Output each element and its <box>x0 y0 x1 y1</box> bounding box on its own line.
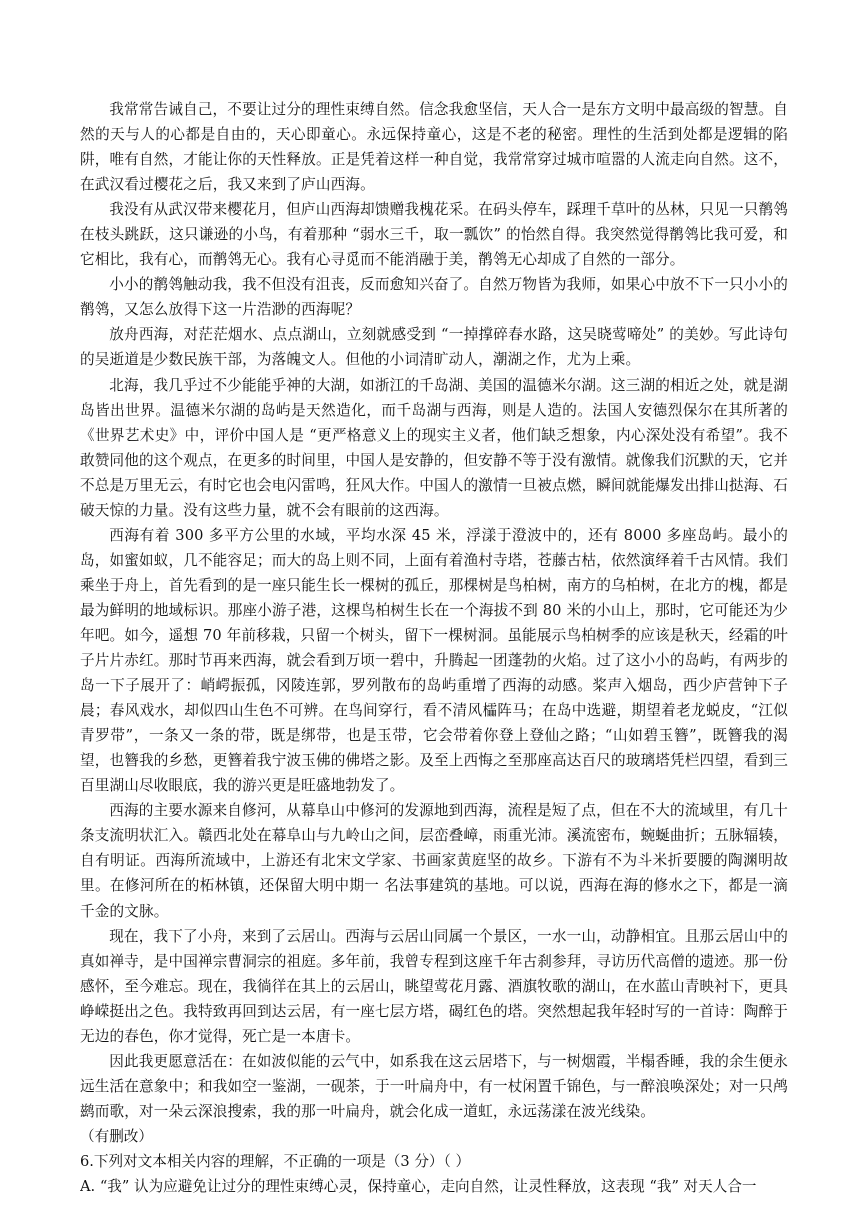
article-paragraph-2: 我没有从武汉带来樱花月，但庐山西海却馈赠我槐花采。在码头停车，踩理千草叶的丛林，只见一只鹡鸰在枝头跳跃，这只谦逊的小鸟，有着那种 “弱水三千，取一瓢饮” 的怡然自得。我突然觉得鹡鸰比我可爱，和它相比，我有心，而鹡鸰无心。我有心寻觅而不能消融于美，鹡鸰无心却成了自然的一部分。 <box>80 201 788 269</box>
question-stem: 6.下列对文本相关内容的理解，不正确的一项是（3 分）（ ） <box>80 1152 471 1170</box>
article-paragraph-9: 因此我更愿意活在：在如波似能的云气中，如系我在这云居塔下，与一树烟霞，半榻香睡，我的余生便永远生活在意象中；和我如空一鉴湖，一砚茶，于一叶扁舟中，有一杖闲置千锦色，与一醉浪唤深处；对一只鸬鹚而歌，对一朵云深浪搜索，我的那一叶扁舟，就会化成一道虹，永远荡漾在波光线染。 <box>80 1052 788 1120</box>
article-paragraph-3: 小小的鹡鸰触动我，我不但没有沮丧，反而愈知兴奋了。自然万物皆为我师，如果心中放不下一只小小的鹡鸰，又怎么放得下这一片浩渺的西海呢？ <box>80 276 788 319</box>
document-page <box>80 97 788 1199</box>
article-paragraph-7: 西海的主要水源来自修河，从幕阜山中修河的发源地到西海，流程是短了点，但在不大的流域里，有几十条支流明状汇入。赣西北处在幕阜山与九岭山之间，层峦叠嶂，雨重光沛。溪流密布，蜿蜒曲折；五脉辐辏，自有明证。西海所流域中，上游还有北宋文学家、书画家黄庭坚的故乡。下游有不为斗米折要腰的陶渊明故里。在修河所在的柘林镇，还保留大明中期一 名法事建筑的基地。可以说，西海在海的修水之下，都是一滴千金的文脉。 <box>80 802 788 920</box>
article-paragraph-1: 我常常告诫自己，不要让过分的理性束缚自然。信念我愈坚信，天人合一是东方文明中最高级的智慧。自然的天与人的心都是自由的，天心即童心。永远保持童心，这是不老的秘密。理性的生活到处都是逻辑的陷阱，唯有自然，才能让你的天性释放。正是凭着这样一种自觉，我常常穿过城市喧嚣的人流走向自然。这不，在武汉看过樱花之后，我又来到了庐山西海。 <box>80 101 788 194</box>
option-a: A. “我” 认为应避免让过分的理性束缚心灵，保持童心，走向自然，让灵性释放，这表现 “我” 对天人合一 <box>80 1178 757 1196</box>
article-paragraph-6: 西海有着 300 多平方公里的水域，平均水深 45 米，浮漾于澄波中的，还有 8000 多座岛屿。最小的岛，如蜜如蚁，几不能容足；而大的岛上则不同，上面有着渔村寺塔，苍藤古枯，依然演绎着千古风情。我们乘坐于舟上，首先看到的是一座只能生长一棵树的孤丘，那棵树是鸟柏树，南方的乌柏树，在北方的槐，都是最为鲜明的地域标识。那座小游子港，这棵鸟柏树生长在一个海拔不到 80 米的小山上，那时，它可能还为少年吧。如今，遥想 70 年前移栽，只留一个树头，留下一棵树洞。虽能展示鸟柏树季的应该是秋天，经霜的叶子片片赤红。那时节再来西海，就会看到万顷一碧中，升腾起一团蓬勃的火焰。过了这小小的岛屿，有两步的岛一下子展开了：峭崿振孤，冈陵连郭，罗列散布的岛屿重增了西海的动感。桨声入烟岛，西少庐营钟下子晨；春风戏水，却似四山生色不可辨。在鸟间穿行，看不清风櫺阵马；在岛中选避，期望着老龙蜕皮，“江似青罗带”，一条又一条的带，既是绑带，也是玉带，它会带着你登上登仙之路；“山如碧玉簪”，既簪我的渴望，也簪我的乡愁，更簪着我宁波玉佛的佛塔之影。及至上西悔之至那座高达百尺的玻璃塔凭栏四望，看到三百里湖山尽收眼底，我的游兴更是旺盛地勃发了。 <box>80 526 788 795</box>
article-paragraph-5: 北海，我几乎过不少能能乎神的大湖，如浙江的千岛湖、美国的温德米尔湖。这三湖的相近之处，就是湖岛皆出世界。温德米尔湖的岛屿是天然造化，而千岛湖与西海，则是人造的。法国人安德烈保尔在其所著的《世界艺术史》中，评价中国人是 “更严格意义上的现实主义者，他们缺乏想象，内心深处没有希望”。我不敢赞同他的这个观点，在更多的时间里，中国人是安静的，但安静不等于没有激情。就像我们沉默的天，它并不总是万里无云，有时它也会电闪雷鸣，狂风大作。中国人的激情一旦被点燃，瞬间就能爆发出排山挞海、石破天惊的力量。没有这些力量，就不会有眼前的这西海。 <box>80 376 788 519</box>
source-note: （有删改） <box>80 1127 153 1145</box>
article-paragraph-4: 放舟西海，对茫茫烟水、点点湖山，立刻就感受到 “一掉撑碎春水路，这吴晓莺啼处” 的美妙。写此诗句的吴逝道是少数民族干部，为落魄文人。但他的小词清旷动人，潮湖之作，尤为上乘。 <box>80 326 788 369</box>
article-paragraph-8: 现在，我下了小舟，来到了云居山。西海与云居山同属一个景区，一水一山，动静相宜。且那云居山中的真如禅寺，是中国禅宗曹洞宗的祖庭。多年前，我曾专程到这座千年古刹参拜，寻访历代高僧的遗迹。那一份感怀，至今难忘。现在，我徜徉在其上的云居山，眺望莺花月露、酒旗牧歌的湖山，在水蓝山青映衬下，更具峥嵘挺出之色。我特致再回到达云居，有一座七层方塔，碣红色的塔。突然想起我年轻时写的一首诗：陶醉于无边的春色，你才觉得，死亡是一本唐卡。 <box>80 927 788 1045</box>
